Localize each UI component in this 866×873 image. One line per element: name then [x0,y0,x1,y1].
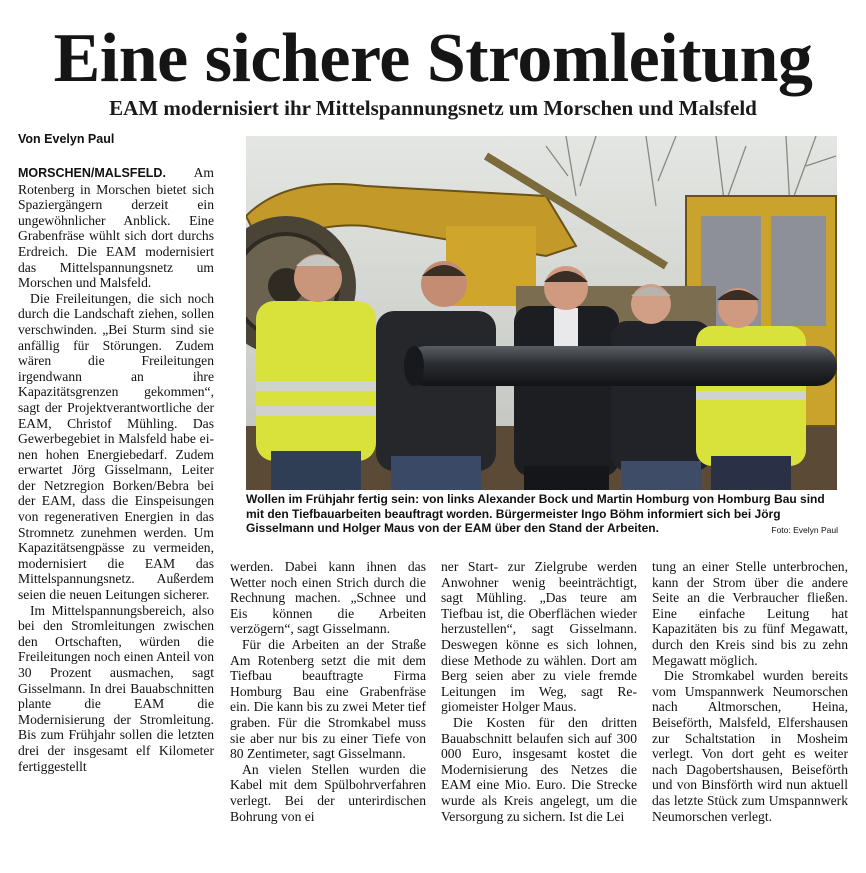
photo-caption [246,492,838,538]
paragraph-text: Am Rotenberg in Morschen bietet sich Spaziergängern derzeit ein ungewöhnlicher Anblick. Eine Grabenfräse wühlt sich dort durchs Erdreich. Die EAM modernisiert das Mittelspannungsnetz um Morschen und Malsfeld. [18,165,214,291]
article-photo [246,136,837,490]
article-paragraph: Die Kosten für den dritten Bauabschnitt belaufen sich auf 300 000 Euro, insgesamt kostet die Modernisierung des Netzes die EAM eine Mio. Euro. Die Strecke wurde als Kreis angelegt, um die Versorgung zu sichern. Ist die Lei [441,714,637,824]
article-paragraph: Die Stromkabel wurden bereits vom Umspannwerk Neumorschen nach Altmorschen, Heina, Beiseförth, Malsfeld, Elfershausen zur Schaltstation in Mosheim verlegt. Von dort geht es weiter nach Dagobertshausen, Beiseförth und von Binsförth wird nun aktuell das letzte Stück zum Umspannwerk Neumorschen verlegt. [652,668,848,824]
article-paragraph: tung an einer Stelle unterbrochen, kann der Strom über die andere Seite an die Verbraucher fließen. Eine einfache Leitung hat Kapazitäten bis zu fünf Megawatt, durch den Kreis sind bis zu zehn Megawatt möglich. [652,559,848,668]
caption-text: Wollen im Frühjahr fertig sein: von links Alexander Bock und Martin Homburg von Homburg Bau sind mit den Tiefbauarbeiten beauftragt worden. Bürgermeister Ingo Böhm informiert sich bei Jörg Gisselmann und Holger Maus von der EAM über den Stand der Arbeiten. [246,492,825,535]
article-paragraph: Für die Arbeiten an der Straße Am Rotenberg setzt die mit dem Tiefbau beauftragte Firma Homburg Bau eine Grabenfräse ein. Die kann bis zu zwei Meter tief graben. Für die Stromkabel muss sie aber nur bis zu einer Tiefe von 80 Zentimeter, sagt Gisselmann. [230,636,426,762]
article-column-2 [230,559,426,824]
headline: Eine sichere Stromleitung [53,20,813,97]
article-paragraph: Die Freileitungen, die sich noch durch die Landschaft ziehen, sollen verschwinden. „Bei Sturm sind sie anfällig für Störungen. Zudem wären die Freileitungen irgendwann an ihre Kapazitätsgrenzen gekommen“, sagt der Projektverantwortliche der EAM, Christof Mühling. Das Gewerbegebiet in Malsfeld habe einen hohen Energiebedarf. Zudem erwartet Jörg Gisselmann, Leiter der Netzregion Borken/Bebra bei der EAM, dass die Einspeisungen von regenerativen Energien in das Stromnetz zunehmen werden. Um Kapazitätsengpässe zu vermeiden, modernisiert die EAM das Mittelspannungsnetz. Außerdem seien die neuen Leitungen sicherer. [18,290,214,603]
dateline: MORSCHEN/MALSFELD. [18,166,166,180]
article-paragraph: Im Mittelspannungsbereich, also bei den Stromleitungen zwischen den Ortschaften, würden die Freileitungen noch einen Anteil von 30 Prozent ausmachen, sagt Gisselmann. In drei Bauabschnitten plante die EAM die Modernisierung der Stromleitung. Bis zum Frühjahr sollen die letzten drei der insgesamt elf Kilometer fertiggestellt [18,602,214,774]
article-paragraph: An vielen Stellen wurden die Kabel mit dem Spülbohrverfahren verlegt. Bei der unterirdischen Bohrung von ei [230,761,426,824]
byline: Von Evelyn Paul [18,132,115,146]
article-column-4 [652,559,848,824]
article-paragraph: werden. Dabei kann ihnen das Wetter noch einen Strich durch die Rechnung machen. „Schnee und Eis können die Arbeiten verzögern“, sagt Gisselmann. [230,559,426,637]
photo-credit: Foto: Evelyn Paul [771,525,838,535]
subheadline: EAM modernisiert ihr Mittelspannungsnetz um Morschen und Malsfeld [109,96,757,120]
cable-pipe [404,346,837,386]
article-paragraph [18,165,214,291]
article-column-1 [18,165,214,774]
article-column-3 [441,559,637,824]
article-paragraph: ner Start- zur Zielgrube werden Anwohner wenig beeinträchtigt, sagt Mühling. „Das teure am Tiefbau ist, die Oberflächen wieder herzustellen“, sagt Gisselmann. Deswegen könne es sich lohnen, diese Methode zu wählen. Dort am Berg seien aber zu viele fremde Leitungen im Weg, sagt Regiomeister Holger Maus. [441,559,637,715]
photo-illustration [246,136,837,490]
